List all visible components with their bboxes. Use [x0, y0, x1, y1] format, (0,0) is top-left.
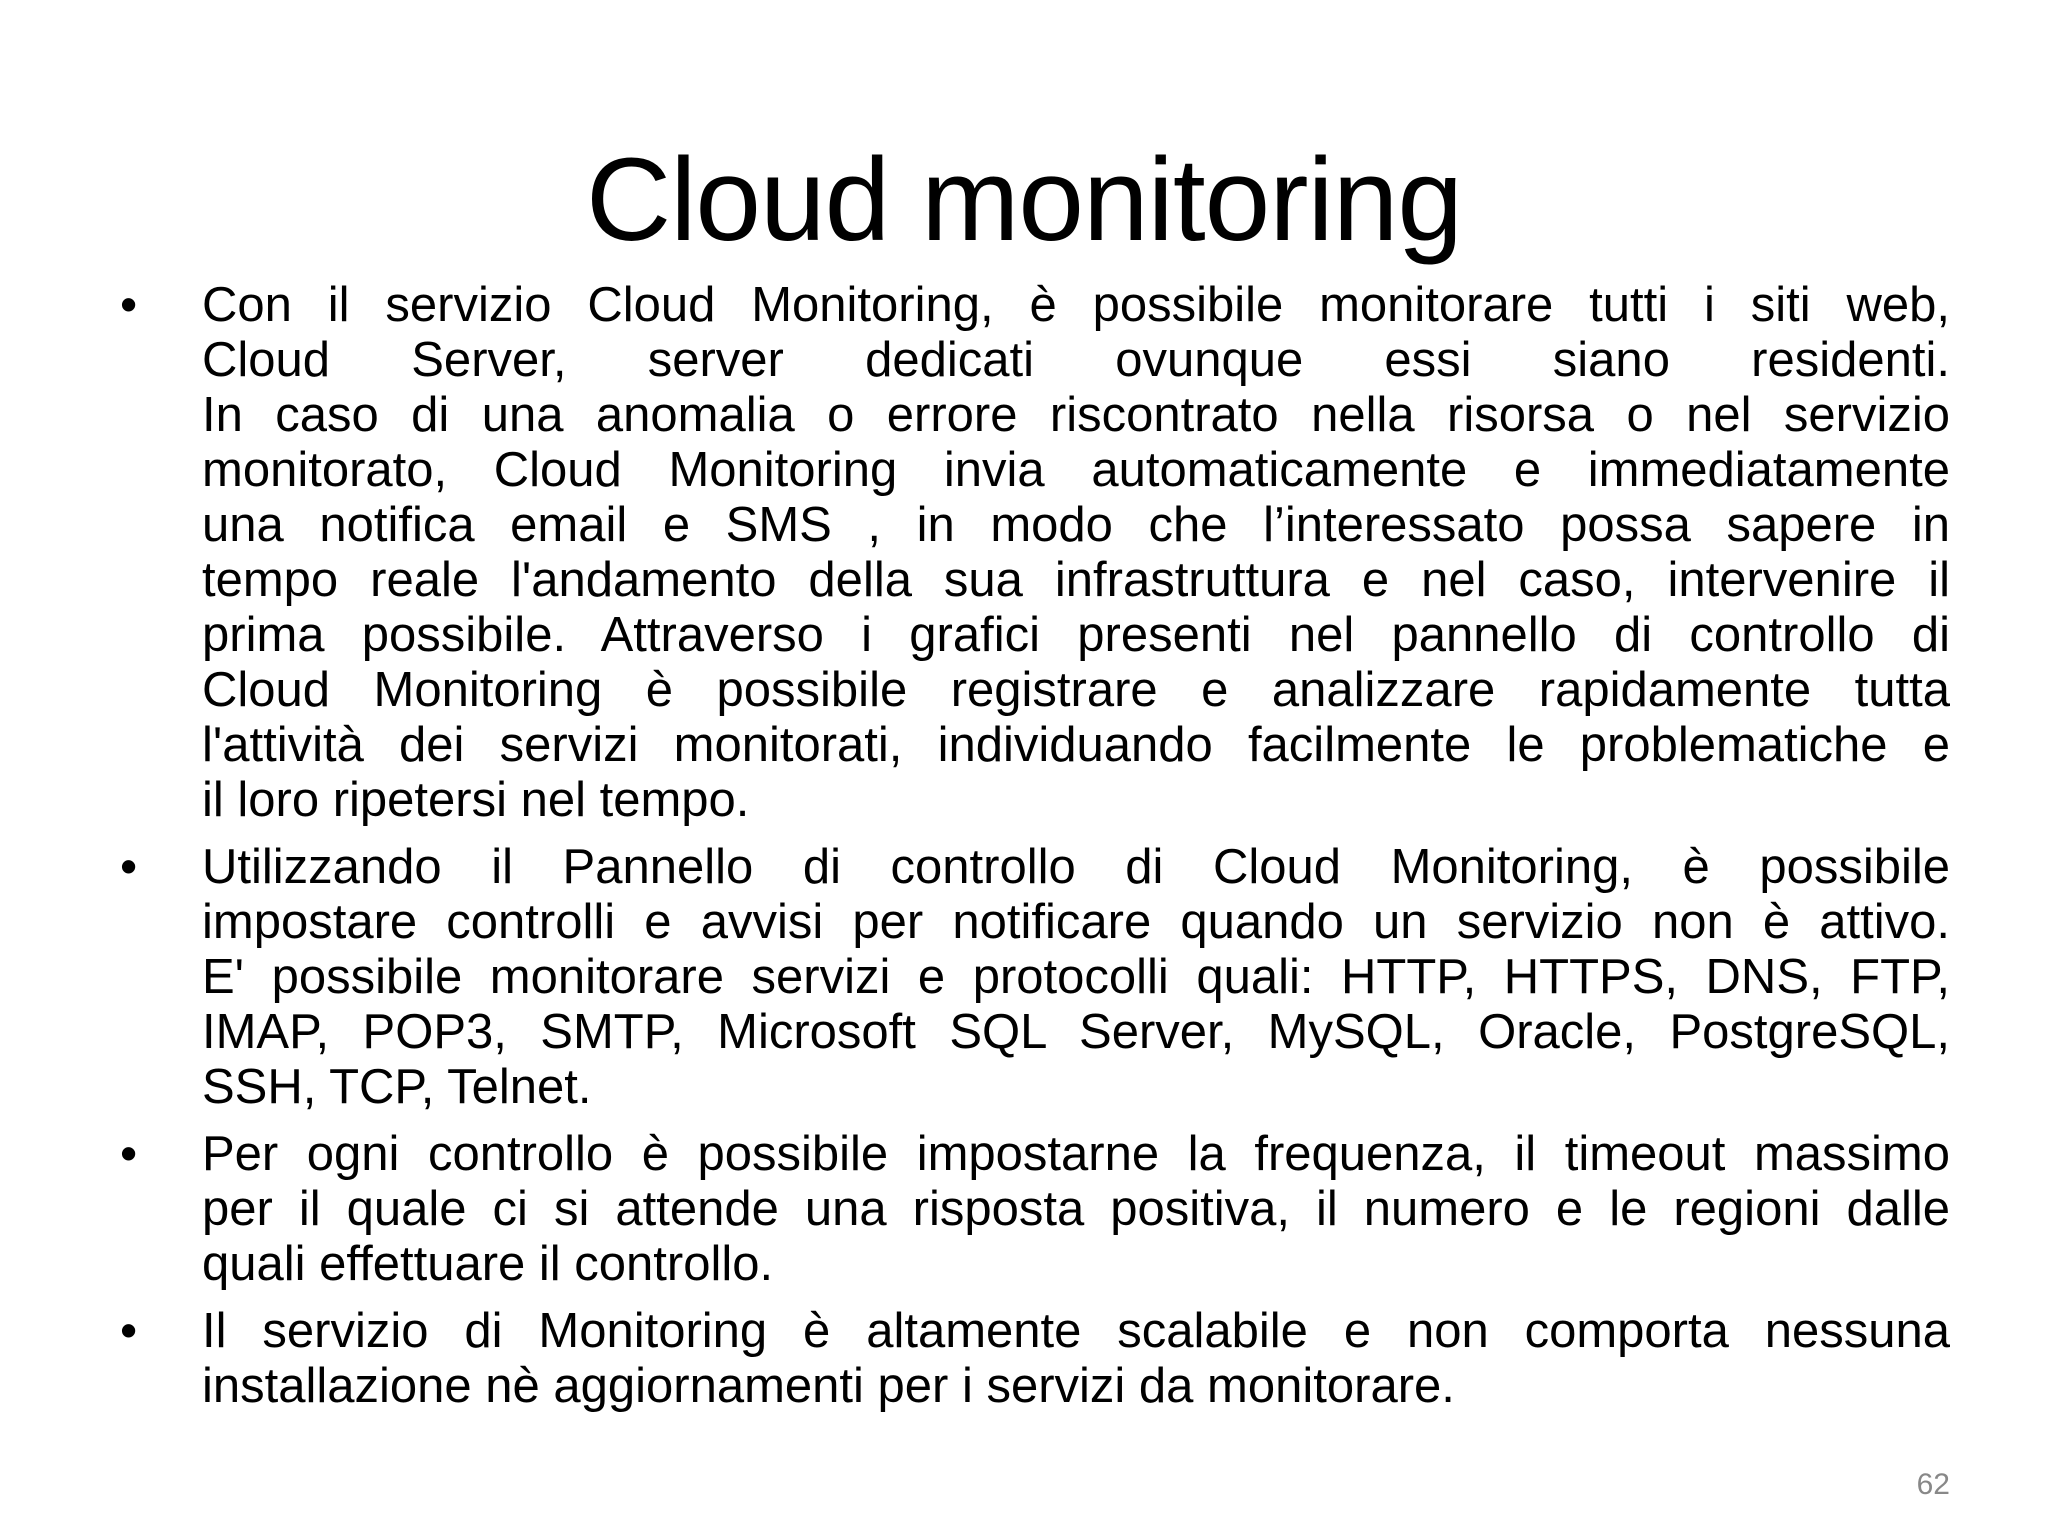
bullet-item	[120, 278, 1950, 828]
text-line: SSH, TCP, Telnet.	[202, 1060, 592, 1114]
text-line: In caso di una anomalia o errore riscontrato nella risorsa o nel servizio	[202, 388, 1950, 442]
bullet-icon: •	[120, 1127, 138, 1181]
text-line: per il quale ci si attende una risposta positiva, il numero e le regioni dalle	[202, 1182, 1950, 1236]
text-line: Per ogni controllo è possibile impostarne la frequenza, il timeout massimo	[202, 1127, 1950, 1181]
text-line: Con il servizio Cloud Monitoring, è possibile monitorare tutti i siti web,	[202, 278, 1950, 332]
text-line: tempo reale l'andamento della sua infrastruttura e nel caso, intervenire il	[202, 553, 1950, 607]
text-line: quali effettuare il controllo.	[202, 1237, 774, 1291]
text-line: E' possibile monitorare servizi e protocolli quali: HTTP, HTTPS, DNS, FTP,	[202, 950, 1950, 1004]
text-line: IMAP, POP3, SMTP, Microsoft SQL Server, MySQL, Oracle, PostgreSQL,	[202, 1005, 1950, 1059]
text-line: Il servizio di Monitoring è altamente scalabile e non comporta nessuna	[202, 1304, 1950, 1358]
bullet-icon: •	[120, 840, 138, 894]
bullet-item	[120, 1304, 1950, 1414]
text-line: Cloud Monitoring è possibile registrare e analizzare rapidamente tutta	[202, 663, 1950, 717]
text-line: prima possibile. Attraverso i grafici presenti nel pannello di controllo di	[202, 608, 1950, 662]
text-line: il loro ripetersi nel tempo.	[202, 773, 750, 827]
bullet-icon: •	[120, 1304, 138, 1358]
text-line: impostare controlli e avvisi per notificare quando un servizio non è attivo.	[202, 895, 1950, 949]
slide-title: Cloud monitoring	[585, 134, 1463, 266]
bullet-item	[120, 1127, 1950, 1292]
bullet-item	[120, 840, 1950, 1115]
text-line: Cloud Server, server dedicati ovunque essi siano residenti.	[202, 333, 1950, 387]
text-line: Utilizzando il Pannello di controllo di Cloud Monitoring, è possibile	[202, 840, 1950, 894]
text-line: installazione nè aggiornamenti per i servizi da monitorare.	[202, 1359, 1455, 1413]
text-line: l'attività dei servizi monitorati, individuando facilmente le problematiche e	[202, 718, 1950, 772]
page-number: 62	[1916, 1468, 1950, 1501]
text-line: monitorato, Cloud Monitoring invia automaticamente e immediatamente	[202, 443, 1950, 497]
text-line: una notifica email e SMS , in modo che l’interessato possa sapere in	[202, 498, 1950, 552]
bullet-list	[120, 278, 1950, 1426]
bullet-icon: •	[120, 278, 138, 332]
